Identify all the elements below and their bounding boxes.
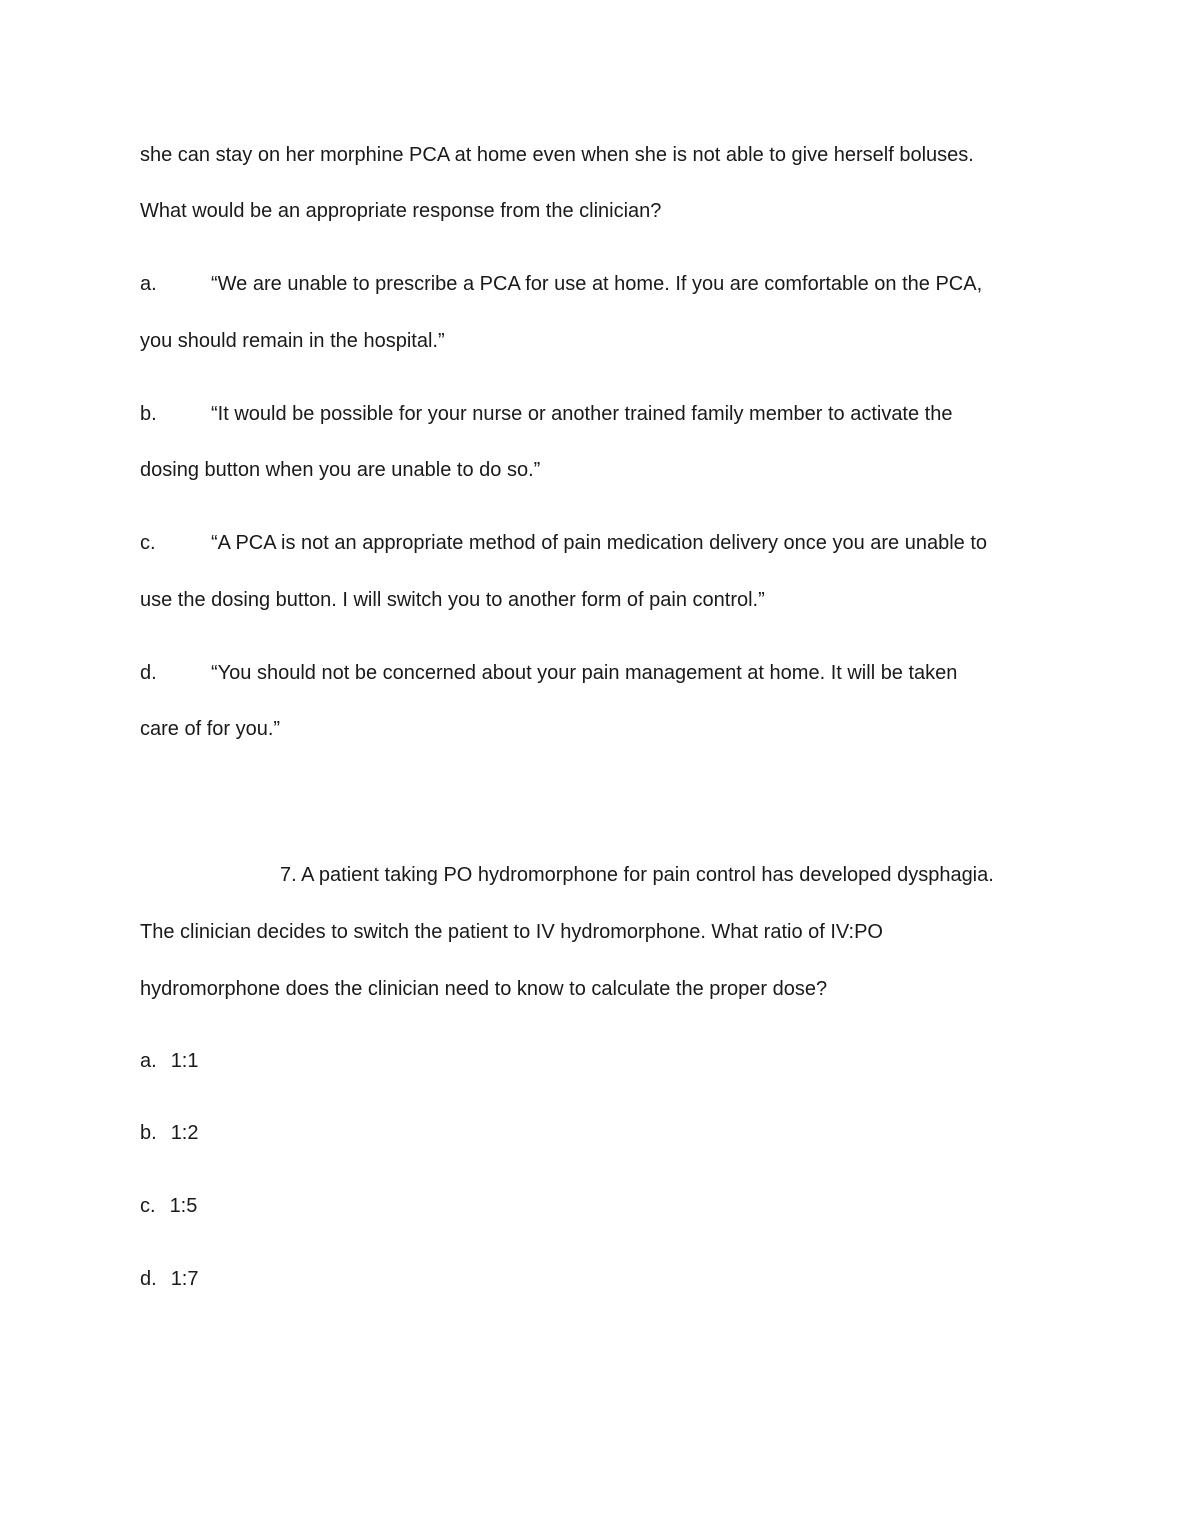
option-value: 1:5 <box>169 1195 198 1217</box>
q7-stem-line-3: hydromorphone does the clinician need to know to calculate the proper dose? <box>140 978 828 1000</box>
option-text-line-1: “A PCA is not an appropriate method of pain medication delivery once you are unable to <box>211 532 988 554</box>
option-letter: a. <box>140 1050 157 1072</box>
option-letter: d. <box>140 662 157 684</box>
option-value: 1:1 <box>170 1050 199 1072</box>
option-text-line-1: “We are unable to prescribe a PCA for use at home. If you are comfortable on the PCA, <box>211 273 983 295</box>
option-text-line-2: use the dosing button. I will switch you to another form of pain control.” <box>140 589 765 611</box>
q7-option-a <box>140 1049 199 1073</box>
q7-option-c <box>140 1194 197 1218</box>
option-letter: b. <box>140 403 157 425</box>
option-text-line-2: you should remain in the hospital.” <box>140 330 445 352</box>
option-letter: d. <box>140 1268 157 1290</box>
q7-stem-line-1: 7. A patient taking PO hydromorphone for pain control has developed dysphagia. <box>280 864 994 886</box>
q7-stem-line-2: The clinician decides to switch the patient to IV hydromorphone. What ratio of IV:PO <box>140 921 883 943</box>
option-letter: c. <box>140 532 156 554</box>
option-letter: b. <box>140 1122 157 1144</box>
q6-stem-line-1: she can stay on her morphine PCA at home even when she is not able to give herself boluses. <box>140 144 974 166</box>
q6-stem-line-2: What would be an appropriate response from the clinician? <box>140 200 662 222</box>
option-text-line-2: care of for you.” <box>140 718 281 740</box>
option-letter: a. <box>140 273 157 295</box>
option-letter: c. <box>140 1195 156 1217</box>
q7-option-b <box>140 1121 199 1145</box>
option-text-line-1: “It would be possible for your nurse or another trained family member to activate the <box>211 403 953 425</box>
option-text-line-1: “You should not be concerned about your pain management at home. It will be taken <box>211 662 958 684</box>
option-value: 1:2 <box>170 1122 199 1144</box>
q7-option-d <box>140 1267 199 1291</box>
option-value: 1:7 <box>170 1268 199 1290</box>
option-text-line-2: dosing button when you are unable to do so.” <box>140 459 541 481</box>
